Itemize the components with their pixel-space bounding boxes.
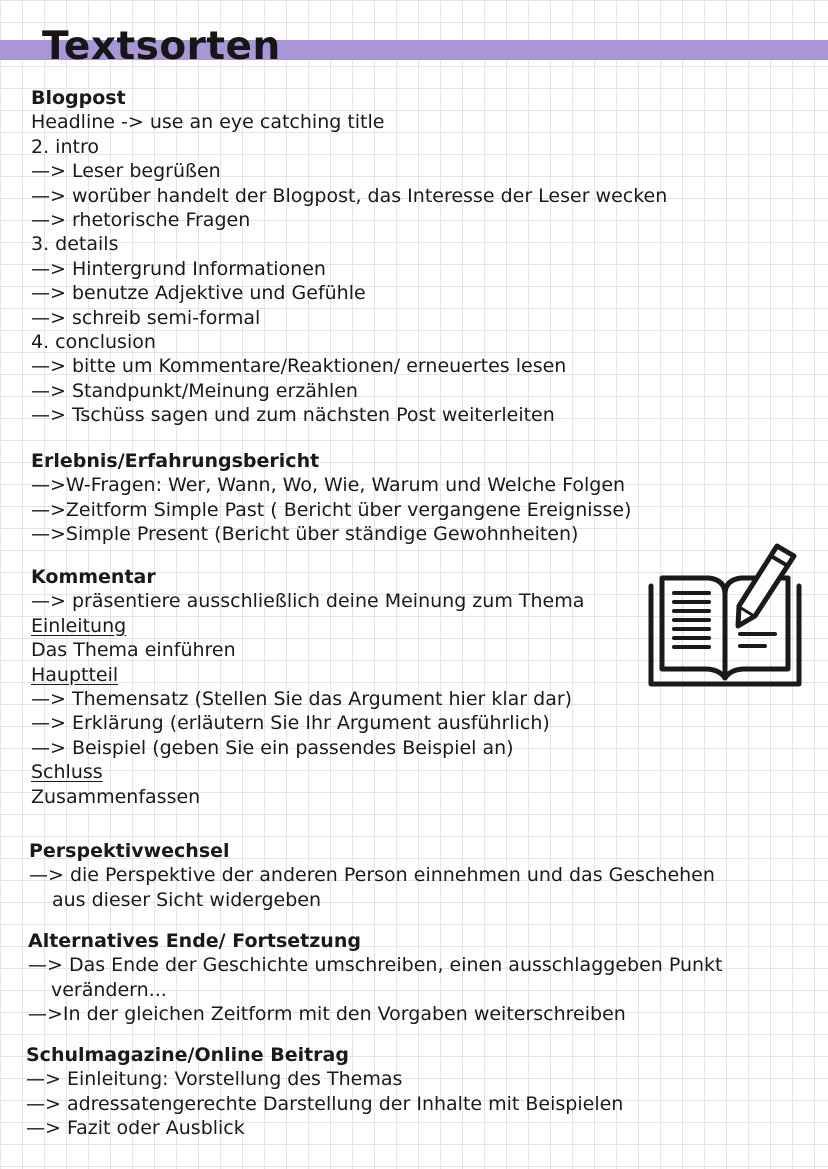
page-title: Textsorten [42,24,281,69]
note-line: —>Zeitform Simple Past ( Bericht über vergangene Ereignisse) [31,498,632,521]
section-heading: Blogpost [31,87,126,109]
section-heading: Erlebnis/Erfahrungsbericht [31,450,320,472]
note-line: Zusammenfassen [31,785,201,808]
section-alternatives-ende [28,929,723,1027]
note-line: 4. conclusion [31,331,156,354]
note-line: —> Themensatz (Stellen Sie das Argument hier klar dar) [31,688,573,711]
note-line: —> Standpunkt/Meinung erzählen [31,379,358,402]
note-line: —> die Perspektive der anderen Person einnehmen und das Geschehen [29,864,715,887]
note-line: —>W-Fragen: Wer, Wann, Wo, Wie, Warum und Welche Folgen [31,474,626,497]
note-line: —> Einleitung: Vorstellung des Themas [26,1068,403,1091]
note-line: Headline -> use an eye catching title [31,111,385,134]
note-line: —> schreib semi-formal [31,306,261,329]
note-line: —> Beispiel (geben Sie ein passendes Beispiel an) [31,736,514,759]
note-line: Das Thema einführen [31,639,236,662]
note-line: —> benutze Adjektive und Gefühle [31,282,366,305]
note-line: —> bitte um Kommentare/Reaktionen/ erneuertes lesen [31,355,567,378]
note-line: —> Fazit oder Ausblick [26,1117,245,1140]
note-line: —> rhetorische Fragen [31,209,251,232]
note-line: verändern... [51,978,167,1001]
note-line: —>In der gleichen Zeitform mit den Vorgaben weiterschreiben [28,1003,626,1026]
section-erlebnisbericht [31,449,631,547]
section-heading: Perspektivwechsel [29,840,230,862]
section-heading: Schulmagazine/Online Beitrag [26,1044,349,1066]
section-schulmagazin [26,1043,623,1141]
section-heading: Alternatives Ende/ Fortsetzung [28,930,361,952]
note-line: 3. details [31,233,119,256]
note-line: —> adressatengerechte Darstellung der Inhalte mit Beispielen [26,1092,624,1115]
section-perspektivwechsel [29,839,715,912]
note-line: 2. intro [31,135,99,158]
note-line: aus dieser Sicht widergeben [52,888,321,911]
note-line: —> präsentiere ausschließlich deine Meinung zum Thema [31,590,585,613]
book-with-pencil-icon [645,538,805,690]
section-heading: Kommentar [31,566,156,588]
subheading-schluss: Schluss [31,761,103,784]
note-line: —> Erklärung (erläutern Sie Ihr Argument ausführlich) [31,712,550,735]
note-line: —>Simple Present (Bericht über ständige Gewohnheiten) [31,523,579,546]
note-line: —> worüber handelt der Blogpost, das Interesse der Leser wecken [31,184,668,207]
subheading-einleitung: Einleitung [31,614,127,637]
section-blogpost [31,86,667,428]
note-line: —> Hintergrund Informationen [31,257,326,280]
section-kommentar [31,565,584,809]
note-line: —> Tschüss sagen und zum nächsten Post weiterleiten [31,404,555,427]
subheading-hauptteil: Hauptteil [31,663,119,686]
note-line: —> Das Ende der Geschichte umschreiben, einen ausschlaggeben Punkt [28,954,723,977]
note-line: —> Leser begrüßen [31,160,221,183]
